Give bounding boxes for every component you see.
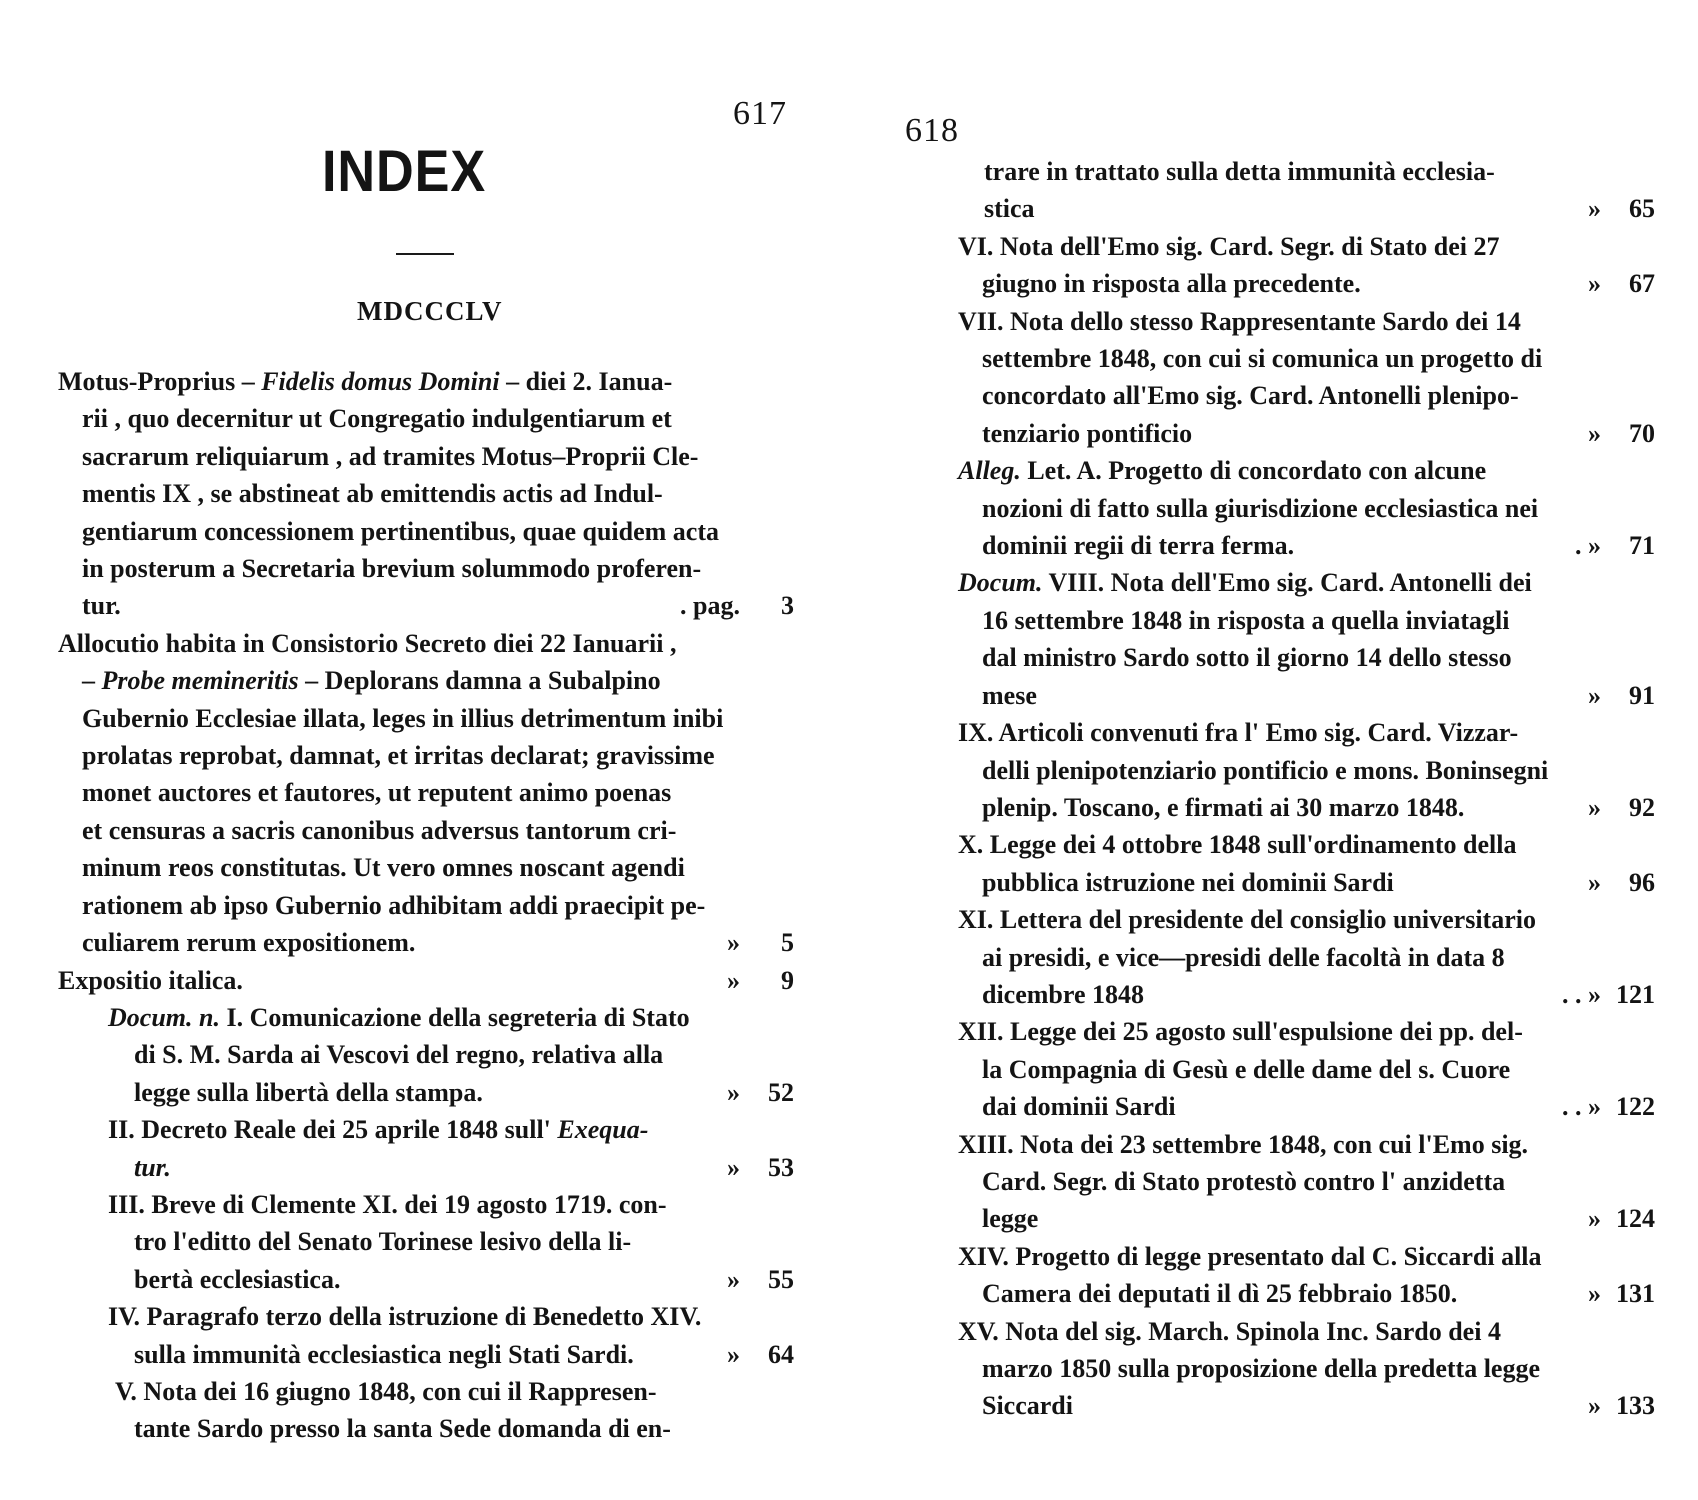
italic-text: Docum. n. bbox=[108, 1002, 220, 1032]
entry-line: sulla immunità ecclesiastica negli Stati Sardi. bbox=[134, 1339, 634, 1369]
page-reference: 133 bbox=[1616, 1391, 1655, 1421]
entry-line: VII. Nota dello stesso Rappresentante Sardo dei 14 bbox=[958, 306, 1521, 336]
index-entry bbox=[958, 153, 1655, 228]
entry-line: rationem ab ipso Gubernio adhibitam addi praecipit pe- bbox=[82, 890, 706, 920]
entry-line bbox=[58, 1149, 794, 1186]
right-column bbox=[958, 153, 1655, 1425]
index-entry bbox=[58, 999, 794, 1111]
page-reference: 5 bbox=[781, 928, 794, 958]
entry-line: monet auctores et fautores, ut reputent animo poenas bbox=[82, 778, 672, 808]
index-entry bbox=[958, 1013, 1655, 1125]
entry-line: dal ministro Sardo sotto il giorno 14 dello stesso bbox=[982, 643, 1512, 673]
page-reference: 131 bbox=[1616, 1279, 1655, 1309]
entry-line: rii , quo decernitur ut Congregatio indulgentiarum et bbox=[82, 404, 672, 434]
entry-line: legge sulla libertà della stampa. bbox=[134, 1077, 483, 1107]
page-reference: 96 bbox=[1629, 867, 1655, 897]
entry-line: IV. Paragrafo terzo della istruzione di Benedetto XIV. bbox=[108, 1302, 702, 1332]
page-reference: 9 bbox=[781, 965, 794, 995]
italic-text: Exequa- bbox=[557, 1115, 649, 1145]
page-reference: 70 bbox=[1629, 418, 1655, 448]
reference-mark: » bbox=[727, 1077, 740, 1107]
index-entry bbox=[958, 1313, 1655, 1425]
entry-line: gentiarum concessionem pertinentibus, quae quidem acta bbox=[82, 516, 719, 546]
entry-line: in posterum a Secretaria brevium solummodo proferen- bbox=[82, 554, 702, 584]
entry-line: Motus-Proprius – Fidelis domus Domini – diei 2. Ianua- bbox=[58, 367, 673, 396]
index-entry bbox=[958, 564, 1655, 714]
reference-mark: . . » bbox=[1562, 1092, 1601, 1122]
page-reference: 124 bbox=[1616, 1204, 1655, 1234]
index-entry bbox=[958, 714, 1655, 826]
reference-mark: » bbox=[727, 1339, 740, 1369]
entry-line: giugno in risposta alla precedente. bbox=[982, 269, 1361, 299]
reference-mark: » bbox=[1588, 680, 1601, 710]
entry-line: VI. Nota dell'Emo sig. Card. Segr. di Stato dei 27 bbox=[958, 231, 1500, 261]
page-reference: 71 bbox=[1629, 531, 1655, 561]
reference-mark: » bbox=[727, 1152, 740, 1182]
index-entry bbox=[58, 625, 794, 962]
entry-line: ai presidi, e vice—presidi delle facoltà in data 8 bbox=[982, 942, 1505, 972]
index-entry bbox=[58, 1111, 794, 1186]
title-rule bbox=[396, 253, 454, 255]
page-reference: 91 bbox=[1629, 680, 1655, 710]
reference-mark: » bbox=[1588, 269, 1601, 299]
entry-line: mese bbox=[982, 680, 1037, 710]
italic-text: Alleg. bbox=[958, 456, 1021, 486]
page-reference: 3 bbox=[781, 591, 794, 621]
entry-line: tro l'editto del Senato Torinese lesivo della li- bbox=[134, 1227, 632, 1257]
entry-line: tur. bbox=[82, 591, 121, 621]
entry-line: V. Nota dei 16 giugno 1848, con cui il Rappresen- bbox=[115, 1376, 657, 1406]
entry-line: dominii regii di terra ferma. bbox=[982, 531, 1295, 561]
entry-line: Docum. VIII. Nota dell'Emo sig. Card. Antonelli dei bbox=[958, 568, 1532, 598]
reference-mark: » bbox=[727, 1264, 740, 1294]
entry-line: pubblica istruzione nei dominii Sardi bbox=[982, 867, 1394, 897]
italic-text: Docum. bbox=[958, 568, 1043, 598]
page-reference: 65 bbox=[1629, 194, 1655, 224]
entry-line: marzo 1850 sulla proposizione della predetta legge bbox=[982, 1354, 1540, 1383]
index-entry bbox=[58, 1186, 794, 1298]
entry-line: sacrarum reliquiarum , ad tramites Motus–Proprii Cle- bbox=[82, 441, 699, 471]
entry-line: II. Decreto Reale dei 25 aprile 1848 sull' Exequa- bbox=[108, 1115, 649, 1145]
reference-mark: » bbox=[1588, 792, 1601, 822]
index-entry bbox=[958, 303, 1655, 453]
reference-mark: » bbox=[1588, 1391, 1601, 1421]
entry-line: plenip. Toscano, e firmati ai 30 marzo 1848. bbox=[982, 792, 1465, 822]
entry-line: XI. Lettera del presidente del consiglio universitario bbox=[958, 905, 1536, 935]
entry-line: Expositio italica. bbox=[58, 965, 243, 995]
entry-line: minum reos constitutas. Ut vero omnes noscant agendi bbox=[82, 853, 685, 883]
page-reference: 121 bbox=[1616, 979, 1655, 1009]
entry-line: X. Legge dei 4 ottobre 1848 sull'ordinamento della bbox=[958, 830, 1517, 860]
entry-line: XV. Nota del sig. March. Spinola Inc. Sardo dei 4 bbox=[958, 1316, 1501, 1346]
entry-line: tenziario pontificio bbox=[982, 418, 1193, 448]
index-title: INDEX bbox=[322, 139, 487, 204]
entry-line: Card. Segr. di Stato protestò contro l' anzidetta bbox=[982, 1166, 1506, 1196]
entry-line: Alleg. Let. A. Progetto di concordato con alcune bbox=[958, 456, 1487, 486]
reference-mark: » bbox=[727, 965, 740, 995]
entry-line: 16 settembre 1848 in risposta a quella inviatagli bbox=[982, 605, 1510, 635]
entry-line: concordato all'Emo sig. Card. Antonelli plenipo- bbox=[982, 381, 1519, 411]
page-reference: 55 bbox=[768, 1264, 794, 1294]
entry-line: Gubernio Ecclesiae illata, leges in illius detrimentum inibi bbox=[82, 703, 724, 733]
entry-line: – Probe memineritis – Deplorans damna a Subalpino bbox=[82, 666, 661, 696]
reference-mark: . pag. bbox=[680, 591, 740, 621]
entry-line: tante Sardo presso la santa Sede domanda di en- bbox=[134, 1414, 671, 1444]
entry-line: stica bbox=[984, 194, 1035, 224]
entry-line: Allocutio habita in Consistorio Secreto diei 22 Ianuarii , bbox=[58, 628, 677, 658]
entry-line: XIV. Progetto di legge presentato dal C. Siccardi alla bbox=[958, 1241, 1542, 1271]
index-entry bbox=[958, 1126, 1655, 1238]
page-reference: 122 bbox=[1616, 1092, 1655, 1122]
entry-line: IX. Articoli convenuti fra l' Emo sig. Card. Vizzar- bbox=[958, 718, 1519, 748]
entry-line: di S. M. Sarda ai Vescovi del regno, relativa alla bbox=[134, 1040, 664, 1070]
entry-line: XII. Legge dei 25 agosto sull'espulsione dei pp. del- bbox=[958, 1017, 1523, 1047]
italic-text: Probe memineritis bbox=[101, 666, 299, 696]
entry-line: Siccardi bbox=[982, 1391, 1073, 1421]
index-entry bbox=[958, 228, 1655, 303]
entry-line: bertà ecclesiastica. bbox=[134, 1264, 341, 1294]
entry-line: III. Breve di Clemente XI. dei 19 agosto 1719. con- bbox=[108, 1189, 667, 1219]
entry-line: settembre 1848, con cui si comunica un progetto di bbox=[982, 344, 1543, 374]
index-entry bbox=[958, 826, 1655, 901]
index-entry bbox=[58, 1373, 794, 1448]
reference-mark: » bbox=[1588, 867, 1601, 897]
italic-text: Fidelis domus Domini bbox=[261, 367, 500, 396]
reference-mark: » bbox=[727, 928, 740, 958]
entry-line: Docum. n. I. Comunicazione della segreteria di Stato bbox=[108, 1002, 690, 1032]
page-reference: 92 bbox=[1629, 792, 1655, 822]
index-entry bbox=[58, 363, 794, 625]
entry-line: legge bbox=[982, 1204, 1039, 1234]
reference-mark: . . » bbox=[1562, 979, 1601, 1009]
entry-line: dai dominii Sardi bbox=[982, 1092, 1176, 1122]
index-entry bbox=[958, 1238, 1655, 1313]
entry-line: culiarem rerum expositionem. bbox=[82, 928, 416, 958]
entry-line: dicembre 1848 bbox=[982, 979, 1144, 1009]
left-column bbox=[58, 363, 794, 1448]
page-reference: 52 bbox=[768, 1077, 794, 1107]
index-entry bbox=[958, 901, 1655, 1013]
reference-mark: » bbox=[1588, 1204, 1601, 1234]
page-reference: 67 bbox=[1629, 269, 1655, 299]
entry-line: prolatas reprobat, damnat, et irritas declarat; gravissime bbox=[82, 741, 715, 771]
entry-line: nozioni di fatto sulla giurisdizione ecclesiastica nei bbox=[982, 493, 1539, 523]
entry-line: trare in trattato sulla detta immunità ecclesia- bbox=[984, 157, 1495, 186]
index-entry bbox=[958, 452, 1655, 564]
entry-line: delli plenipotenziario pontificio e mons. Boninsegni bbox=[982, 755, 1549, 785]
entry-line: Camera dei deputati il dì 25 febbraio 1850. bbox=[982, 1279, 1458, 1309]
entry-line: et censuras a sacris canonibus adversus tantorum cri- bbox=[82, 815, 677, 845]
reference-mark: » bbox=[1588, 194, 1601, 224]
reference-mark: . » bbox=[1575, 531, 1601, 561]
entry-line: mentis IX , se abstineat ab emittendis actis ad Indul- bbox=[82, 479, 663, 509]
page-reference: 64 bbox=[768, 1339, 794, 1369]
page-reference: 53 bbox=[768, 1152, 794, 1182]
index-entry bbox=[58, 1298, 794, 1373]
year-heading: MDCCCLV bbox=[357, 296, 503, 326]
index-entry bbox=[58, 962, 794, 999]
reference-mark: » bbox=[1588, 418, 1601, 448]
entry-line: la Compagnia di Gesù e delle dame del s. Cuore bbox=[982, 1054, 1511, 1084]
entry-line: XIII. Nota dei 23 settembre 1848, con cui l'Emo sig. bbox=[958, 1129, 1529, 1159]
page-number-left: 617 bbox=[733, 95, 787, 132]
reference-mark: » bbox=[1588, 1279, 1601, 1309]
page-number-right: 618 bbox=[905, 112, 959, 149]
italic-text: tur. bbox=[134, 1152, 171, 1182]
